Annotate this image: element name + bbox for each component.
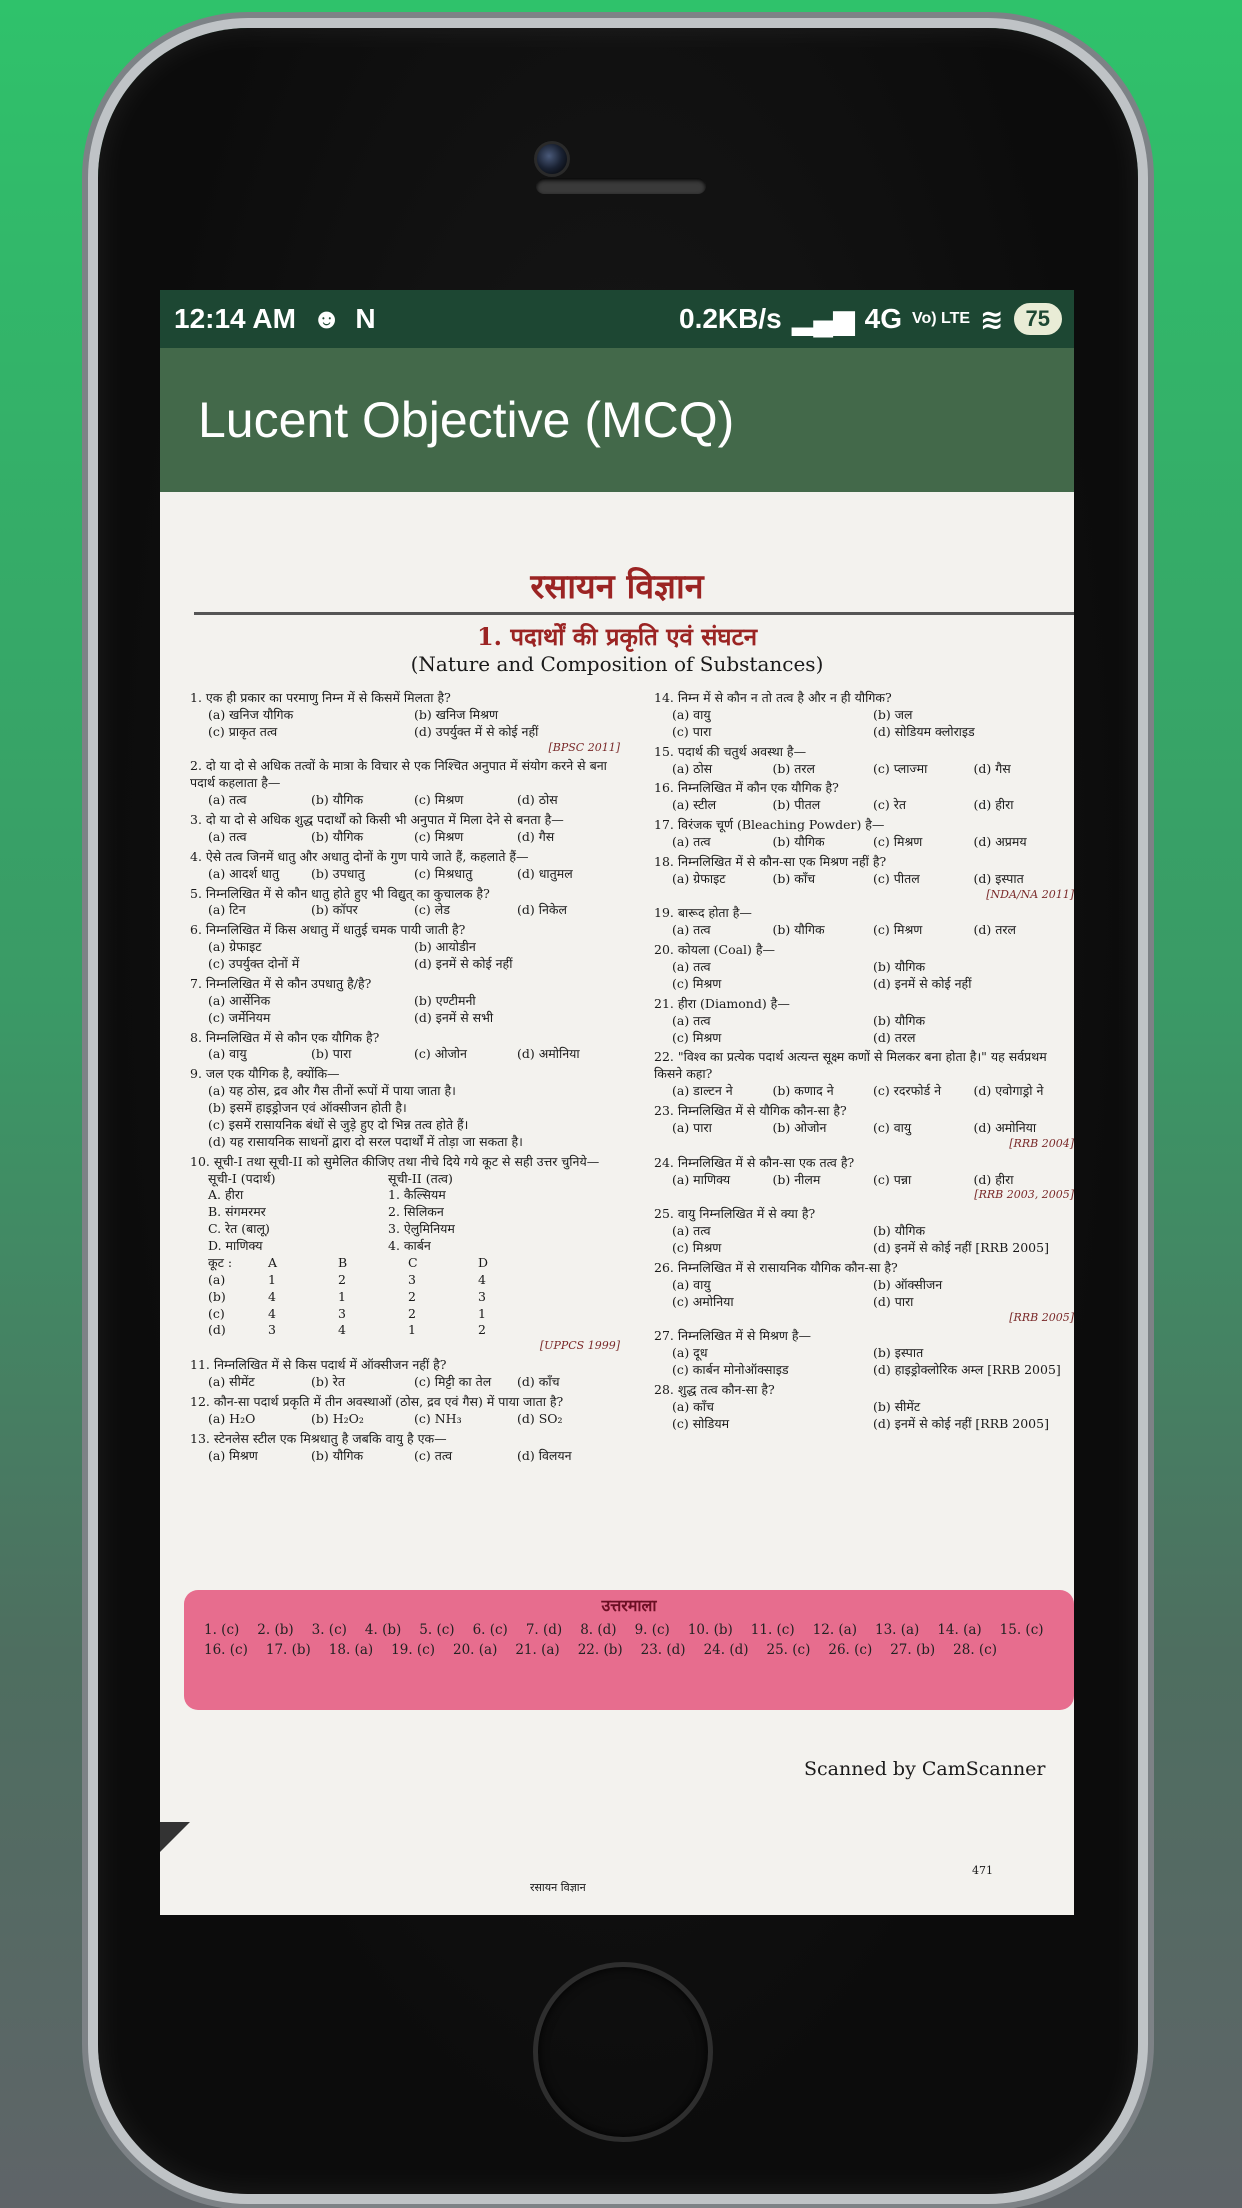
question-text: 26. निम्नलिखित में से रासायनिक यौगिक कौन-सा है? xyxy=(654,1259,898,1275)
option: (a) आर्सेनिक xyxy=(208,992,271,1008)
option: (c) प्लाज्मा xyxy=(873,760,928,776)
question-text: 10. सूची-I तथा सूची-II को सुमेलित कीजिए तथा नीचे दिये गये कूट से सही उत्तर चुनिये— xyxy=(190,1153,600,1169)
option: (c) जर्मेनियम xyxy=(208,1009,271,1025)
question-text: 15. पदार्थ की चतुर्थ अवस्था है— xyxy=(654,743,807,759)
option: (b) जल xyxy=(873,706,913,722)
option: (d) हीरा xyxy=(973,797,1014,813)
left-question-column xyxy=(190,690,620,1467)
option: (d) गैस xyxy=(973,760,1011,776)
question-item xyxy=(654,905,1074,939)
option: (c) रेत xyxy=(873,797,906,813)
option: (b) H₂O₂ xyxy=(311,1410,364,1426)
code-cell: (d) xyxy=(208,1322,226,1338)
options xyxy=(654,1399,1074,1433)
code-cell: 3 xyxy=(338,1305,346,1321)
question-text: 20. कोयला (Coal) है— xyxy=(654,942,776,958)
option: (b) यौगिक xyxy=(873,1012,926,1028)
option: (a) पारा xyxy=(672,1119,712,1135)
option: (d) हाइड्रोक्लोरिक अम्ल [RRB 2005] xyxy=(873,1362,1061,1378)
option: (a) टिन xyxy=(208,902,246,918)
question-item xyxy=(654,942,1074,993)
options xyxy=(654,922,1074,939)
match-list-cell: D. माणिक्य xyxy=(208,1238,263,1254)
option: (a) वायु xyxy=(672,1276,711,1292)
option: (c) पन्ना xyxy=(873,1171,912,1187)
option: (a) ग्रेफाइट xyxy=(672,870,726,886)
option: (c) मिश्रण xyxy=(672,975,722,991)
answer-entry: 12. (a) xyxy=(812,1622,857,1638)
question-text: 27. निम्नलिखित में से मिश्रण है— xyxy=(654,1328,812,1344)
option: (d) हीरा xyxy=(973,1171,1014,1187)
answer-entry: 22. (b) xyxy=(577,1642,623,1658)
options xyxy=(654,871,1074,888)
option: (c) NH₃ xyxy=(414,1410,462,1426)
divider xyxy=(194,612,1074,615)
answer-entry: 9. (c) xyxy=(634,1622,670,1638)
question-item xyxy=(190,1357,620,1391)
question-text: 6. निम्नलिखित में किस अधातु में धातुई चमक पायी जाती है? xyxy=(190,922,466,938)
options xyxy=(654,834,1074,851)
option: (a) तत्व xyxy=(208,828,247,844)
answer-entry: 15. (c) xyxy=(999,1622,1044,1638)
options xyxy=(190,866,620,883)
option: (a) ठोस xyxy=(672,760,713,776)
options xyxy=(190,1411,620,1428)
question-text: 2. दो या दो से अधिक तत्वों के मात्रा के विचार से एक निश्चित अनुपात में संयोग करने से बना पदार्थ कहलाता है— xyxy=(190,758,607,791)
code-cell: 1 xyxy=(268,1271,276,1287)
question-item xyxy=(190,1394,620,1428)
answer-entry: 8. (d) xyxy=(580,1622,617,1638)
notification-icon: ☻ xyxy=(311,303,342,334)
option: (c) मिश्रण xyxy=(672,1240,722,1256)
answer-entry: 25. (c) xyxy=(766,1642,811,1658)
code-cell: 4 xyxy=(338,1322,346,1338)
options xyxy=(190,829,620,846)
option: (a) तत्व xyxy=(672,1223,711,1239)
match-list-cell: 3. ऐलुमिनियम xyxy=(388,1221,455,1237)
question-item xyxy=(654,1206,1074,1257)
option: (b) काँच xyxy=(772,870,816,886)
match-list-cell: 4. कार्बन xyxy=(388,1238,431,1254)
question-item xyxy=(654,1382,1074,1433)
option: (c) मिश्रण xyxy=(414,792,464,808)
option: (a) खनिज यौगिक xyxy=(208,706,294,722)
page-number: 471 xyxy=(972,1864,993,1877)
option: (c) कार्बन मोनोऑक्साइड xyxy=(672,1362,789,1378)
app-bar xyxy=(160,348,1074,492)
option: (b) यौगिक xyxy=(772,922,825,938)
options xyxy=(190,993,620,1027)
exam-source: [BPSC 2011] xyxy=(548,740,620,754)
battery-icon: 75 xyxy=(1014,303,1062,335)
code-cell: A xyxy=(268,1254,278,1270)
option: (b) खनिज मिश्रण xyxy=(414,706,498,722)
question-text: 14. निम्न में से कौन न तो तत्व है और न ही यौगिक? xyxy=(654,690,892,705)
option: (b) तरल xyxy=(772,760,815,776)
answer-entry: 17. (b) xyxy=(265,1642,311,1658)
answer-entry: 28. (c) xyxy=(953,1642,998,1658)
question-item xyxy=(654,1103,1074,1152)
code-cell: B xyxy=(338,1254,348,1270)
option: (c) मिश्रण xyxy=(873,922,923,938)
code-table xyxy=(190,1255,620,1339)
answer-entry: 23. (d) xyxy=(640,1642,686,1658)
option: (d) इनमें से कोई नहीं [RRB 2005] xyxy=(873,1415,1049,1431)
answer-entry: 26. (c) xyxy=(828,1642,873,1658)
option: (a) सीमेंट xyxy=(208,1374,255,1390)
question-text: 1. एक ही प्रकार का परमाणु निम्न में से किसमें मिलता है? xyxy=(190,690,451,705)
option: (b) कणाद ने xyxy=(772,1083,834,1099)
option: (d) अप्रमय xyxy=(973,834,1027,849)
question-item xyxy=(654,690,1074,741)
option: (c) इसमें रासायनिक बंधों से जुड़े हुए दो भिन्न तत्व होते हैं। xyxy=(208,1116,469,1132)
option: (a) तत्व xyxy=(672,922,711,938)
option: (b) यौगिक xyxy=(311,792,364,808)
option: (d) अमोनिया xyxy=(973,1119,1037,1135)
option: (b) नीलम xyxy=(772,1171,821,1187)
option: (d) धातुमल xyxy=(517,865,573,881)
question-item xyxy=(190,690,620,755)
options xyxy=(190,707,620,741)
code-cell: 3 xyxy=(478,1288,486,1304)
option: (b) पीतल xyxy=(772,797,821,813)
question-text: 5. निम्नलिखित में से कौन धातु होते हुए भी विद्युत् का कुचालक है? xyxy=(190,885,490,901)
question-item xyxy=(654,1049,1074,1100)
match-list-cell: B. संगमरमर xyxy=(208,1204,266,1220)
option: (b) ओजोन xyxy=(772,1119,827,1135)
code-cell: C xyxy=(408,1254,418,1270)
option: (d) उपर्युक्त में से कोई नहीं xyxy=(414,723,539,739)
option: (c) लेड xyxy=(414,902,450,918)
options xyxy=(654,1120,1074,1137)
answer-entry: 16. (c) xyxy=(204,1642,248,1658)
screen xyxy=(160,290,1074,1915)
option: (d) विलयन xyxy=(517,1447,572,1463)
option: (a) काँच xyxy=(672,1398,714,1414)
match-list-cell: A. हीरा xyxy=(208,1187,244,1203)
question-text: 24. निम्नलिखित में से कौन-सा एक तत्व है? xyxy=(654,1154,855,1170)
exam-source: [UPPCS 1999] xyxy=(539,1339,620,1353)
option: (b) ऑक्सीजन xyxy=(873,1276,943,1292)
option: (b) यौगिक xyxy=(311,828,364,844)
match-list-cell: 2. सिलिकन xyxy=(388,1204,444,1220)
option: (b) इस्पात xyxy=(873,1345,924,1361)
answer-entry: 19. (c) xyxy=(391,1642,435,1658)
answer-entry: 11. (c) xyxy=(750,1622,795,1638)
answer-entry: 10. (b) xyxy=(687,1622,733,1638)
exam-source: [RRB 2004] xyxy=(1009,1136,1074,1150)
question-item xyxy=(654,1155,1074,1204)
question-text: 17. विरंजक चूर्ण (Bleaching Powder) है— xyxy=(654,817,885,833)
option: (a) दूध xyxy=(672,1345,708,1361)
match-list-cell: 1. कैल्सियम xyxy=(388,1187,446,1203)
option: (d) इस्पात xyxy=(973,870,1024,886)
network-type: 4G xyxy=(864,303,902,334)
question-text: 22. "विश्व का प्रत्येक पदार्थ अत्यन्त सूक्ष्म कणों से मिलकर बना होता है।" यह सर्वप्रथम किसने कहा? xyxy=(654,1049,1047,1082)
answer-key-grid xyxy=(204,1622,1064,1658)
option: (a) माणिक्य xyxy=(672,1171,731,1187)
status-bar xyxy=(160,290,1074,348)
option: (a) वायु xyxy=(672,706,711,722)
option: (b) उपधातु xyxy=(311,865,365,881)
code-cell: 4 xyxy=(478,1271,486,1287)
option: (d) ठोस xyxy=(517,792,558,808)
front-camera xyxy=(534,141,570,177)
options xyxy=(654,1083,1074,1100)
option: (b) सीमेंट xyxy=(873,1398,921,1414)
app-title: Lucent Objective (MCQ) xyxy=(198,392,735,448)
code-cell: 2 xyxy=(408,1288,416,1304)
question-item xyxy=(190,1431,620,1465)
question-text: 28. शुद्ध तत्व कौन-सा है? xyxy=(654,1382,775,1397)
code-cell: D xyxy=(478,1254,489,1270)
answer-entry: 4. (b) xyxy=(364,1622,402,1638)
question-text: 21. हीरा (Diamond) है— xyxy=(654,995,790,1011)
option: (d) काँच xyxy=(517,1374,560,1390)
option: (c) पारा xyxy=(672,723,712,739)
answer-key xyxy=(184,1590,1074,1710)
option: (a) मिश्रण xyxy=(208,1447,258,1463)
answer-entry: 18. (a) xyxy=(328,1642,374,1658)
option: (d) यह रासायनिक साधनों द्वारा दो सरल पदार्थों में तोड़ा जा सकता है। xyxy=(208,1133,523,1149)
question-item xyxy=(654,780,1074,814)
code-cell: 3 xyxy=(268,1322,276,1338)
option: (d) सोडियम क्लोराइड xyxy=(873,723,975,739)
question-text: 4. ऐसे तत्व जिनमें धातु और अधातु दोनों के गुण पाये जाते हैं, कहलाते हैं— xyxy=(190,848,529,864)
page-footer-subject: रसायन विज्ञान xyxy=(530,1881,586,1894)
question-text: 19. बारूद होता है— xyxy=(654,905,752,921)
question-item xyxy=(654,744,1074,778)
answer-entry: 5. (c) xyxy=(419,1622,455,1638)
code-cell: 4 xyxy=(268,1288,276,1304)
question-text: 12. कौन-सा पदार्थ प्रकृति में तीन अवस्थाओं (ठोस, द्रव एवं गैस) में पाया जाता है? xyxy=(190,1393,564,1409)
status-left-icons xyxy=(312,303,376,335)
answer-entry: 24. (d) xyxy=(703,1642,749,1658)
question-text: 9. जल एक यौगिक है, क्योंकि— xyxy=(190,1066,340,1082)
options xyxy=(654,761,1074,778)
book-page[interactable] xyxy=(160,492,1074,1915)
answer-entry: 21. (a) xyxy=(515,1642,560,1658)
option: (a) तत्व xyxy=(672,959,711,975)
option: (d) अमोनिया xyxy=(517,1046,580,1062)
question-item xyxy=(654,996,1074,1047)
question-text: 23. निम्नलिखित में से यौगिक कौन-सा है? xyxy=(654,1103,847,1119)
option: (c) तत्व xyxy=(414,1447,453,1463)
options xyxy=(654,707,1074,741)
option: (d) तरल xyxy=(873,1029,916,1045)
status-time: 12:14 AM xyxy=(174,303,296,334)
question-text: 16. निम्नलिखित में कौन एक यौगिक है? xyxy=(654,780,839,796)
option: (b) एण्टीमनी xyxy=(414,992,476,1008)
question-item xyxy=(190,758,620,809)
question-text: 8. निम्नलिखित में से कौन एक यौगिक है? xyxy=(190,1029,380,1045)
code-cell: 3 xyxy=(408,1271,416,1287)
question-item xyxy=(190,1066,620,1150)
option: (d) पारा xyxy=(873,1293,914,1309)
options xyxy=(190,939,620,973)
option: (c) रदरफोर्ड ने xyxy=(873,1083,942,1099)
option: (c) मिट्टी का तेल xyxy=(414,1374,492,1390)
option: (c) वायु xyxy=(873,1119,912,1135)
options xyxy=(190,1083,620,1151)
question-text: 11. निम्नलिखित में से किस पदार्थ में ऑक्सीजन नहीं है? xyxy=(190,1357,447,1373)
option: (d) तरल xyxy=(973,922,1016,938)
option: (d) निकेल xyxy=(517,902,567,918)
option: (b) यौगिक xyxy=(772,834,825,849)
option: (a) ग्रेफाइट xyxy=(208,939,262,955)
code-cell: 2 xyxy=(408,1305,416,1321)
code-cell: 1 xyxy=(478,1305,486,1321)
question-item xyxy=(654,854,1074,903)
signal-icon: ▂▄▆ xyxy=(791,303,855,335)
exam-source: [RRB 2005] xyxy=(1009,1310,1074,1324)
match-list-cell: C. रेत (बालू) xyxy=(208,1221,270,1237)
answer-entry: 1. (c) xyxy=(204,1622,240,1638)
options xyxy=(190,1046,620,1063)
option: (a) तत्व xyxy=(672,834,711,849)
question-item xyxy=(654,1328,1074,1379)
question-item xyxy=(190,976,620,1027)
answer-entry: 13. (a) xyxy=(874,1622,920,1638)
code-cell: 2 xyxy=(478,1322,486,1338)
option: (a) तत्व xyxy=(672,1012,711,1028)
options xyxy=(654,1345,1074,1379)
question-item xyxy=(190,1154,620,1354)
option: (a) यह ठोस, द्रव और गैस तीनों रूपों में पाया जाता है। xyxy=(208,1083,456,1099)
option: (a) डाल्टन ने xyxy=(672,1083,733,1099)
chapter-title-hindi: 1. पदार्थों की प्रकृति एवं संघटन xyxy=(476,622,758,651)
answer-entry: 2. (b) xyxy=(257,1622,294,1638)
match-list-cell: सूची-II (तत्व) xyxy=(388,1170,453,1186)
option: (a) H₂O xyxy=(208,1410,256,1426)
wifi-icon: ≋ xyxy=(980,303,1004,335)
option: (a) तत्व xyxy=(208,792,247,808)
match-list xyxy=(190,1171,620,1255)
code-cell: 4 xyxy=(268,1305,276,1321)
option: (c) उपर्युक्त दोनों में xyxy=(208,956,300,972)
options xyxy=(654,1172,1074,1189)
subject-title: रसायन विज्ञान xyxy=(530,567,704,607)
answer-entry: 7. (d) xyxy=(525,1622,563,1638)
code-cell: (b) xyxy=(208,1288,226,1304)
scanner-watermark: Scanned by CamScanner xyxy=(804,1758,1046,1780)
option: (b) यौगिक xyxy=(311,1447,364,1463)
option: (d) इनमें से कोई नहीं xyxy=(414,956,513,972)
match-list-cell: सूची-I (पदार्थ) xyxy=(208,1170,276,1186)
right-question-column xyxy=(654,690,1074,1436)
code-cell: 2 xyxy=(338,1271,346,1287)
option: (c) ओजोन xyxy=(414,1046,467,1062)
volte-icon: Vo) LTE xyxy=(911,310,971,327)
question-item xyxy=(654,1260,1074,1325)
question-text: 13. स्टेनलेस स्टील एक मिश्रधातु है जबकि वायु है एक— xyxy=(190,1430,447,1446)
option: (b) यौगिक xyxy=(873,1223,926,1239)
option: (a) स्टील xyxy=(672,797,717,813)
option: (c) मिश्रण xyxy=(873,834,923,849)
status-right xyxy=(679,303,1062,336)
question-text: 18. निम्नलिखित में से कौन-सा एक मिश्रण नहीं है? xyxy=(654,853,887,869)
question-item xyxy=(190,812,620,846)
question-item xyxy=(190,886,620,920)
option: (b) कॉपर xyxy=(311,902,358,918)
option: (c) मिश्रधातु xyxy=(414,865,473,881)
question-text: 7. निम्नलिखित में से कौन उपधातु है/है? xyxy=(190,975,372,991)
options xyxy=(654,1013,1074,1047)
code-cell: 1 xyxy=(408,1322,416,1338)
option: (c) सोडियम xyxy=(672,1415,730,1431)
options xyxy=(654,797,1074,814)
options xyxy=(654,1223,1074,1257)
code-cell: कूट : xyxy=(208,1254,233,1270)
answer-entry: 6. (c) xyxy=(472,1622,508,1638)
question-item xyxy=(190,849,620,883)
answer-entry: 27. (b) xyxy=(890,1642,936,1658)
chapter-title-english: (Nature and Composition of Substances) xyxy=(410,652,824,676)
n-notification-icon: N xyxy=(355,303,376,334)
exam-source: [NDA/NA 2011] xyxy=(986,887,1074,901)
earpiece-speaker xyxy=(536,178,706,194)
option: (c) मिश्रण xyxy=(672,1029,722,1045)
options xyxy=(190,902,620,919)
answer-entry: 3. (c) xyxy=(311,1622,347,1638)
option: (a) वायु xyxy=(208,1046,247,1062)
network-speed: 0.2KB/s xyxy=(679,303,782,334)
option: (d) SO₂ xyxy=(517,1410,563,1426)
question-text: 3. दो या दो से अधिक शुद्ध पदार्थों को किसी भी अनुपात में मिला देने से बनता है— xyxy=(190,812,564,828)
options xyxy=(190,1448,620,1465)
question-item xyxy=(654,817,1074,851)
question-item xyxy=(190,1030,620,1064)
option: (b) रेत xyxy=(311,1374,345,1390)
question-item xyxy=(190,922,620,973)
answer-key-title: उत्तरमाला xyxy=(601,1596,657,1615)
option: (b) पारा xyxy=(311,1046,352,1062)
option: (d) इनमें से कोई नहीं xyxy=(873,975,972,991)
options xyxy=(190,1374,620,1391)
home-button[interactable] xyxy=(533,1962,713,2142)
code-cell: (c) xyxy=(208,1305,225,1321)
options xyxy=(654,959,1074,993)
option: (a) आदर्श धातु xyxy=(208,865,280,881)
options xyxy=(190,792,620,809)
answer-entry: 20. (a) xyxy=(453,1642,498,1658)
option: (b) इसमें हाइड्रोजन एवं ऑक्सीजन होती है। xyxy=(208,1100,407,1116)
option: (b) यौगिक xyxy=(873,959,926,975)
option: (c) मिश्रण xyxy=(414,828,464,844)
code-cell: 1 xyxy=(338,1288,346,1304)
exam-source: [RRB 2003, 2005] xyxy=(974,1188,1074,1202)
question-text: 25. वायु निम्नलिखित में से क्या है? xyxy=(654,1206,816,1222)
option: (d) इनमें से सभी xyxy=(414,1009,494,1025)
code-cell: (a) xyxy=(208,1271,226,1287)
answer-entry: 14. (a) xyxy=(937,1622,982,1638)
option: (c) प्राकृत तत्व xyxy=(208,723,278,739)
option: (c) पीतल xyxy=(873,870,920,886)
option: (d) गैस xyxy=(517,828,555,844)
options xyxy=(654,1277,1074,1311)
option: (d) इनमें से कोई नहीं [RRB 2005] xyxy=(873,1240,1049,1256)
option: (c) अमोनिया xyxy=(672,1293,734,1309)
option: (b) आयोडीन xyxy=(414,939,476,955)
option: (d) एवोगाड्रो ने xyxy=(973,1083,1044,1099)
page-shadow xyxy=(160,1822,190,1852)
